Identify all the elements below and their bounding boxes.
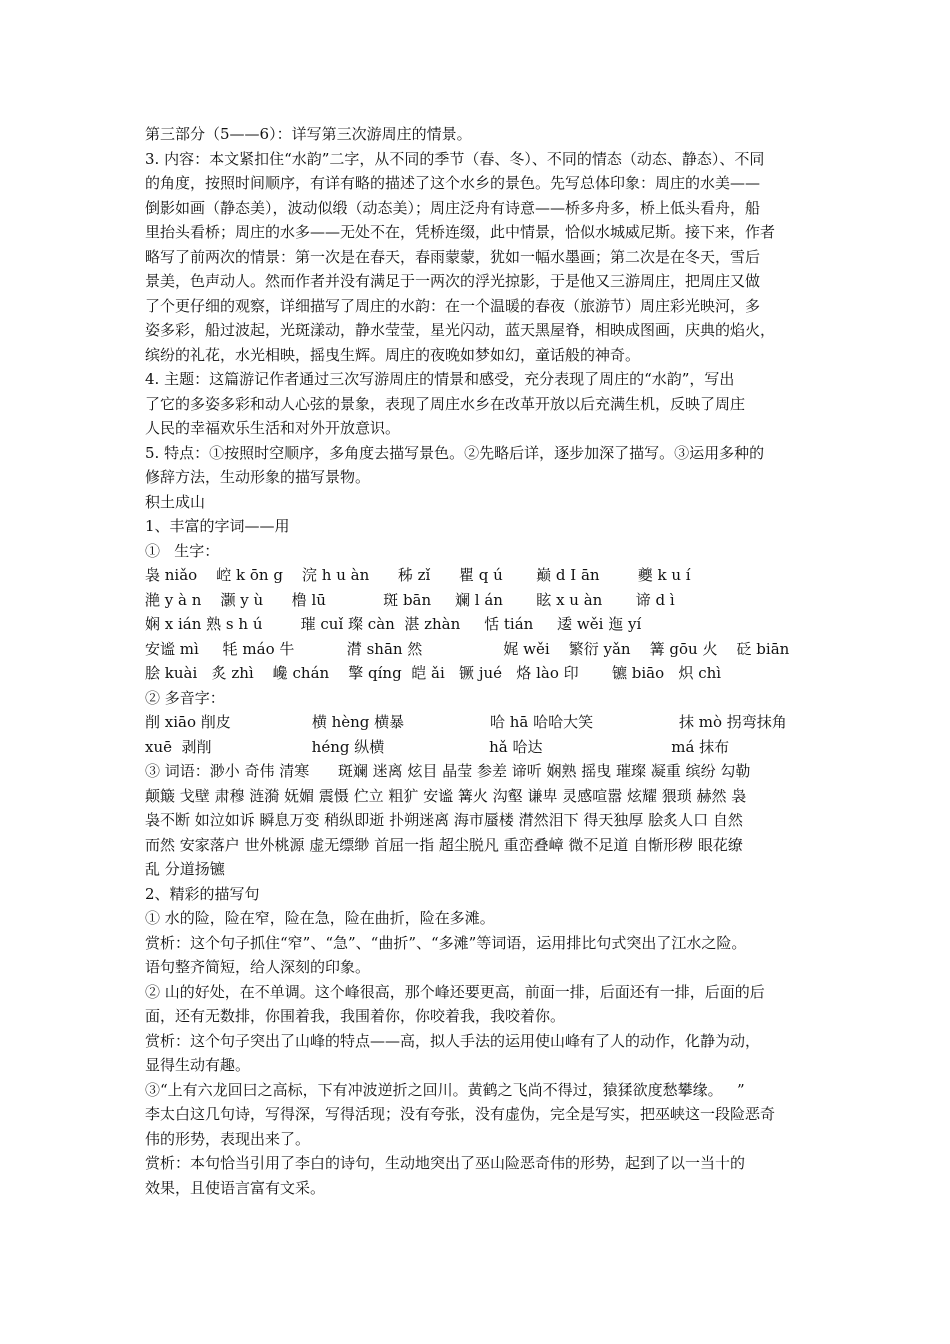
text-line: 削 xiāo 削皮 横 hèng 横暴 哈 hā 哈哈大笑 抹 mò 拐弯抹角 bbox=[145, 713, 787, 731]
text-line: 效果，且使语言富有文采。 bbox=[145, 1178, 326, 1197]
text-line: 了个更仔细的观察，详细描写了周庄的水韵：在一个温暖的春夜（旅游节）周庄彩光映河，多 bbox=[145, 296, 761, 315]
text-line: 了它的多姿多彩和动人心弦的景象，表现了周庄水乡在改革开放以后充满生机，反映了周庄 bbox=[145, 394, 746, 413]
text-line: 伟的形势，表现出来了。 bbox=[145, 1129, 311, 1148]
text-line: 姿多彩，船过波起，光斑漾动，静水莹莹，星光闪动，蓝天黑屋脊，相映成图画，庆典的焰火， bbox=[145, 321, 776, 339]
text-line: 4. 主题：这篇游记作者通过三次写游周庄的情景和感受，充分表现了周庄的“水韵”，写出 bbox=[145, 370, 735, 388]
text-line: 景美，色声动人。然而作者并没有满足于一两次的浮光掠影，于是他又三游周庄，把周庄又做 bbox=[145, 272, 761, 290]
text-line: 赏析：本句恰当引用了李白的诗句，生动地突出了巫山险恶奇伟的形势，起到了以一当十的 bbox=[145, 1154, 746, 1172]
text-line: 而然 安家落户 世外桃源 虚无缥缈 首屈一指 超尘脱凡 重峦叠嶂 微不足道 自惭形秽 眼花缭 bbox=[145, 835, 743, 854]
document-page bbox=[145, 122, 815, 1200]
text-line: ② 山的好处，在不单调。这个峰很高，那个峰还要更高，前面一排，后面还有一排，后面的后 bbox=[145, 982, 765, 1001]
text-line: 倒影如画（静态美），波动似缎（动态美）；周庄泛舟有诗意——桥多舟多，桥上低头看舟，船 bbox=[145, 198, 761, 217]
text-line: xuē 剥削 héng 纵横 hǎ 哈达 má 抹布 bbox=[145, 737, 730, 756]
text-line: ③“上有六龙回曰之高标，下有冲波逆折之回川。黄鹤之飞尚不得过，猿猱欲度愁攀缘。 ” bbox=[145, 1080, 745, 1099]
text-line: 袅不断 如泣如诉 瞬息万变 稍纵即逝 扑朔迷离 海市蜃楼 潸然泪下 得天独厚 脍炙人口 自然 bbox=[145, 811, 743, 829]
text-line: 略写了前两次的情景：第一次是在春天，春雨蒙蒙，犹如一幅水墨画；第二次是在冬天，雪后 bbox=[145, 247, 761, 266]
text-line: ① 生字： bbox=[145, 541, 220, 560]
text-line: 里抬头看桥；周庄的水多——无处不在，凭桥连缀，此中情景，恰似水城威尼斯。接下来，作者 bbox=[145, 223, 776, 241]
text-line: 李太白这几句诗，写得深，写得活现；没有夸张，没有虚伪，完全是写实，把巫峡这一段险恶奇 bbox=[145, 1105, 776, 1123]
subsection-heading: 2、精彩的描写句 bbox=[145, 884, 260, 903]
text-line: 颠簸 戈壁 肃穆 涟漪 妩媚 震慑 伫立 粗犷 安谧 篝火 沟壑 谦卑 灵感喧嚣 炫耀 猥琐 赫然 袅 bbox=[145, 786, 747, 805]
text-line: 安谧 mì 牦 máo 牛 潸 shān 然 娓 wěi 繁衍 yǎn 篝 gōu 火 砭 biān bbox=[145, 639, 790, 658]
text-line: 袅 niǎo 崆 k ōn g 浣 h u àn 秭 zǐ 瞿 q ú 巅 d I ān 夔 k u í bbox=[145, 566, 691, 584]
text-line: 修辞方法，生动形象的描写景物。 bbox=[145, 468, 371, 486]
text-line: 显得生动有趣。 bbox=[145, 1056, 251, 1074]
text-line: ③ 词语：渺小 奇伟 清寒 斑斓 迷离 炫目 晶莹 参差 谛听 娴熟 摇曳 璀璨 凝重 缤纷 勾勒 bbox=[145, 762, 751, 780]
text-line: 娴 x ián 熟 s h ú 璀 cuǐ 璨 càn 湛 zhàn 恬 tián 逶 wěi 迤 yí bbox=[145, 615, 642, 633]
text-line: 第三部分（5——6）：详写第三次游周庄的情景。 bbox=[145, 125, 472, 143]
text-line: 脍 kuài 炙 zhì 巉 chán 擎 qíng 皑 ǎi 镢 jué 烙 lào 印 镳 biāo 炽 chì bbox=[145, 664, 722, 682]
text-line: 的角度，按照时间顺序，有详有略的描述了这个水乡的景色。先写总体印象：周庄的水美—— bbox=[145, 174, 761, 192]
section-heading: 积土成山 bbox=[145, 492, 206, 511]
text-line: 赏析：这个句子抓住“窄”、“急”、“曲折”、“多滩”等词语，运用排比句式突出了江水之险。 bbox=[145, 933, 747, 952]
text-line: 乱 分道扬镳 bbox=[145, 860, 225, 878]
text-line: ② 多音字： bbox=[145, 688, 225, 707]
subsection-heading: 1、丰富的字词——用 bbox=[145, 517, 290, 535]
text-line: ① 水的险，险在窄，险在急，险在曲折，险在多滩。 bbox=[145, 909, 495, 927]
text-line: 赏析：这个句子突出了山峰的特点——高，拟人手法的运用使山峰有了人的动作，化静为动， bbox=[145, 1031, 761, 1050]
text-line: 语句整齐简短，给人深刻的印象。 bbox=[145, 958, 371, 976]
text-line: 缤纷的礼花，水光相映，摇曳生辉。周庄的夜晚如梦如幻，童话般的神奇。 bbox=[145, 345, 641, 364]
text-line: 3. 内容：本文紧扣住“水韵”二字，从不同的季节（春、冬）、不同的情态（动态、静态）、不同 bbox=[145, 149, 765, 168]
text-line: 滟 y à n 灏 y ù 橹 lū 斑 bān 斓 l án 眩 x u àn 谛 d ì bbox=[145, 590, 675, 609]
text-line: 面，还有无数排，你围着我，我围着你，你咬着我，我咬着你。 bbox=[145, 1007, 566, 1025]
text-line: 5. 特点：①按照时空顺序，多角度去描写景色。②先略后详，逐步加深了描写。③运用多种的 bbox=[145, 443, 765, 462]
text-line: 人民的幸福欢乐生活和对外开放意识。 bbox=[145, 419, 401, 437]
